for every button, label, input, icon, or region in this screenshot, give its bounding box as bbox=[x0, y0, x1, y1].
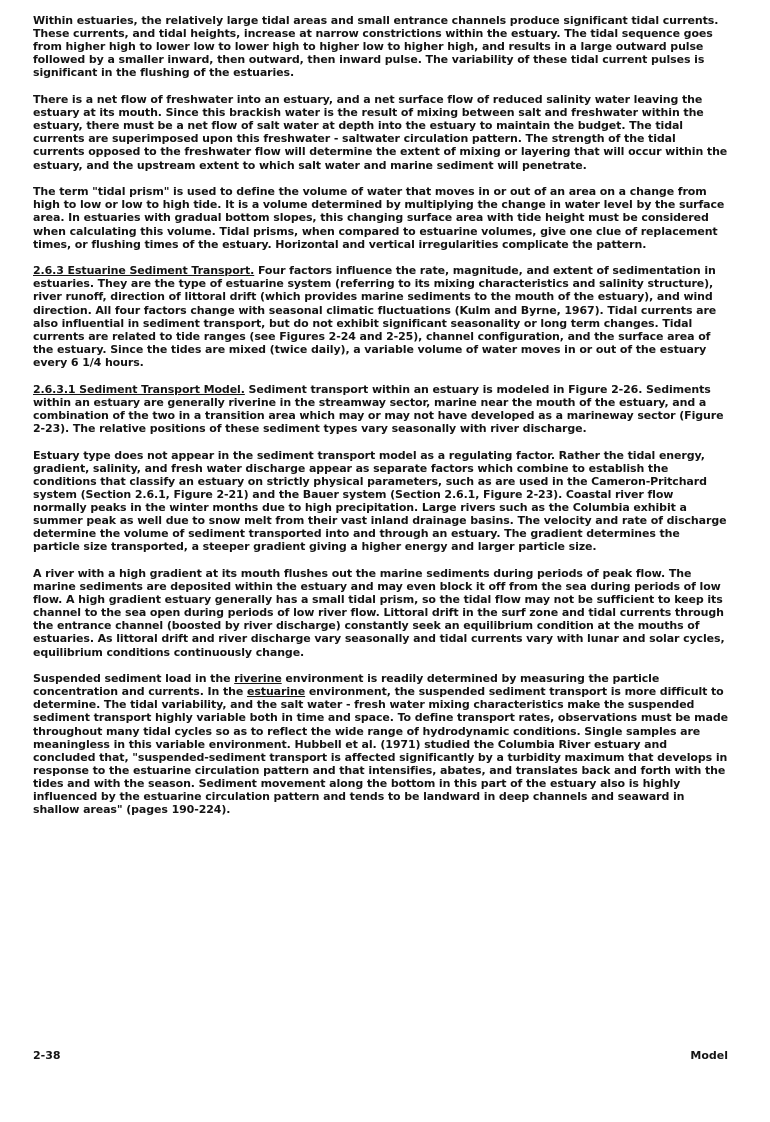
emphasis-estuarine: estuarine bbox=[246, 685, 306, 699]
paragraph-tidal-currents: Within estuaries, the relatively large tidal areas and small entrance channels produce significant tidal currents. These currents, and tidal heights, increase at narrow constrictions within the estuary. The tidal sequence goes from higher high to lower low to lower high to higher low to higher high, and results in a large outward pulse followed by a smaller inward, then outward, then inward pulse. The variability of these tidal current pulses is significant in the flushing of the estuaries. bbox=[33, 14, 719, 80]
emphasis-riverine: riverine bbox=[234, 672, 282, 686]
suspended-text-3: environment, the suspended sediment transport is more difficult to determine. The tidal variability, and the salt water - fresh water mixing characteristics make the suspended sediment transport highly variable both in time and space. To define transport rates, observations must be made throughout many tidal cycles so as to reflect the wide range of hydrodynamic conditions. Single samples are meaningless in this variable environment. Hubbell et al. (1971) studied the Columbia River estuary and concluded that, "suspended-sediment transport is affected significantly by a turbidity maximum that develops in response to the estuarine circulation pattern and that intensifies, abates, and translates back and forth with the tides and with the season. Sediment movement along the bottom in this part of the estuary also is highly influenced by the estuarine circulation pattern and tends to be landward in deep channels and seaward in shallow areas" (pages 190-224). bbox=[33, 685, 728, 817]
paragraph-freshwater-flow: There is a net flow of freshwater into an estuary, and a net surface flow of reduced salinity water leaving the estuary at its mouth. Since this brackish water is the result of mixing between salt and freshwater within the estuary, there must be a net flow of salt water at depth into the estuary to maintain the budget. The tidal currents are superimposed upon this freshwater - saltwater circulation pattern. The strength of the tidal currents opposed to the freshwater flow will determine the extent of mixing or layering that will occur within the estuary, and the upstream extent to which salt water and marine sediment will penetrate. bbox=[33, 93, 728, 172]
suspended-text-2: environment is readily determined by measuring the particle concentration and currents. In the bbox=[33, 672, 660, 699]
section-heading-2-6-3-1: 2.6.3.1 Sediment Transport Model. bbox=[33, 382, 245, 396]
paragraph-tidal-prism: The term "tidal prism" is used to define the volume of water that moves in or out of an area on a change from high to low or low to high tide. It is a volume determined by multiplying the change in water level by the surface area. In estuaries with gradual bottom slopes, this changing surface area with tide height must be considered when calculating this volume. Tidal prisms, when compared to estuarine volumes, give one clue of replacement times, or flushing times of the estuary. Horizontal and vertical irregularities complicate the pattern. bbox=[33, 185, 725, 251]
paragraph-sediment-transport bbox=[33, 264, 728, 369]
paragraph-high-gradient: A river with a high gradient at its mouth flushes out the marine sediments during periods of peak flow. The marine sediments are deposited within the estuary and may even block it off from the sea during periods of low flow. A high gradient estuary generally has a small tidal prism, so the tidal flow may not be sufficient to keep its channel to the sea open during periods of low river flow. Littoral drift in the surf zone and tidal currents through the entrance channel (boosted by river discharge) constantly seek an equilibrium condition at the mouths of estuaries. As littoral drift and river discharge vary seasonally and tidal currents vary with lunar and solar cycles, equilibrium conditions continuously change. bbox=[33, 566, 725, 659]
paragraph-suspended-sediment bbox=[33, 672, 728, 816]
paragraph-estuary-type: Estuary type does not appear in the sediment transport model as a regulating factor. Rather the tidal energy, gradient, salinity, and fresh water discharge appear as separate factors which combine to establish the conditions that classify an estuary on strictly physical parameters, such as are used in the Cameron-Pritchard system (Section 2.6.1, Figure 2-21) and the Bauer system (Section 2.6.1, Figure 2-23). Coastal river flow normally peaks in the winter months due to high precipitation. Large rivers such as the Columbia exhibit a summer peak as well due to snow melt from their vast inland drainage basins. The velocity and rate of discharge determine the volume of sediment transported into and through an estuary. The gradient determines the particle size transported, a steeper gradient giving a higher energy and larger particle size. bbox=[33, 448, 727, 554]
page-number: 2-38 bbox=[33, 1049, 61, 1062]
paragraph-transport-model-text: Sediment transport within an estuary is modeled in Figure 2-26. Sediments within an estuary are generally riverine in the streamway sector, marine near the mouth of the estuary, and a combination of the two in a transition area which may or may not have developed as a marineway sector (Figure 2-23). The relative positions of these sediment types vary seasonally with river discharge. bbox=[33, 382, 724, 435]
paragraph-sediment-transport-text: Four factors influence the rate, magnitude, and extent of sedimentation in estuaries. They are the type of estuarine system (referring to its mixing characteristics and salinity structure), river runoff, direction of littoral drift (which provides marine sediments to the mouth of the estuary), and wind direction. All four factors change with seasonal climatic fluctuations (Kulm and Byrne, 1967). Tidal currents are also influential in sediment transport, but do not exhibit significant seasonality or long term changes. Tidal currents are related to tide ranges (see Figures 2-24 and 2-25), channel configuration, and the surface area of the estuary. Since the tides are mixed (twice daily), a variable volume of water moves in or out of the estuary every 6 1/4 hours. bbox=[33, 264, 717, 369]
section-heading-2-6-3: 2.6.3 Estuarine Sediment Transport. bbox=[33, 264, 255, 278]
document-body bbox=[33, 14, 728, 830]
paragraph-transport-model bbox=[33, 383, 728, 435]
footer-section-label: Model bbox=[690, 1049, 728, 1062]
suspended-text-1: Suspended sediment load in the bbox=[33, 672, 235, 686]
